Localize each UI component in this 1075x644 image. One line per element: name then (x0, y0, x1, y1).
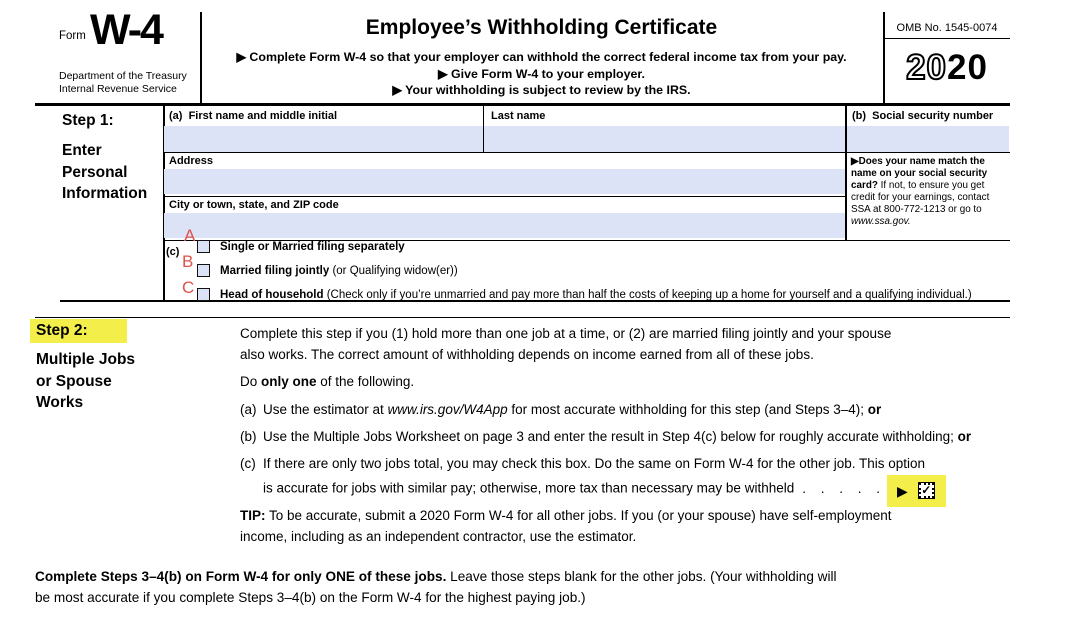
header-bullets (205, 49, 878, 99)
footer-bold: Complete Steps 3–4(b) on Form W-4 for only ONE of these jobs. (35, 569, 447, 584)
ssa-note-regular: If not, to ensure you get credit for your earnings, contact SSA at 800-772-1213 or go to (851, 179, 990, 215)
two-jobs-checkbox[interactable] (919, 483, 934, 498)
option-hoh-bold: Head of household (220, 289, 324, 301)
step2-checkbox-highlight (887, 475, 946, 507)
tip-label: TIP: (240, 508, 266, 523)
address-label: Address (169, 155, 214, 167)
checkbox-single[interactable] (197, 240, 210, 253)
step2-option-a (240, 400, 1012, 419)
omb-number: OMB No. 1545-0074 (896, 22, 998, 34)
footer-line2: be most accurate if you complete Steps 3–4(b) on the Form W-4 for the highest paying job.) (35, 589, 586, 605)
ssa-note-link: www.ssa.gov. (851, 215, 911, 227)
arrow-icon: ▶ (438, 66, 448, 81)
first-name-label (169, 110, 337, 122)
option-c-line2 (263, 473, 1012, 505)
form-word: Form (59, 30, 86, 42)
option-hoh-rest: (Check only if you’re unmarried and pay more than half the costs of keeping up a home for yourself and a qualifying individual.) (323, 289, 972, 301)
checkmark-icon: ✓ (921, 483, 932, 497)
annotation-letter-a: A (184, 226, 196, 245)
option-a-pre: Use the estimator at (263, 402, 388, 417)
bullet3-text: Your withholding is subject to review by the IRS. (405, 83, 691, 97)
ssa-note-bold: Does your name match the name on your social security card? (851, 156, 988, 191)
ssn-label-text: Social security number (872, 110, 994, 122)
filing-status-marker: (c) (166, 246, 180, 258)
option-c-line1: If there are only two jobs total, you may check this box. Do the same on Form W-4 for the other job. This option (263, 456, 926, 471)
ssa-note (851, 156, 1008, 227)
department-line1: Department of the Treasury (59, 70, 187, 82)
bullet1-text: Complete Form W-4 so that your employer can withhold the correct federal income tax from your pay. (249, 50, 847, 64)
row1-bottom-border (163, 152, 1010, 153)
option-c-marker: (c) (240, 456, 256, 471)
option-a-marker: (a) (240, 402, 257, 417)
step2-sub3: Works (36, 394, 84, 411)
address-bottom-border (163, 196, 845, 197)
arrow-icon: ▶ (236, 50, 246, 64)
department-lines (59, 70, 187, 96)
tip-line1 (240, 506, 1015, 527)
option-b-marker: (b) (240, 429, 257, 444)
do-pre: Do (240, 374, 262, 389)
omb-underline (883, 38, 1010, 39)
annotation-letter-b: B (182, 252, 194, 271)
header-bullet-3 (205, 82, 878, 99)
first-name-label-text: First name and middle initial (188, 110, 338, 122)
option-c-line2-text: is accurate for jobs with similar pay; otherwise, more tax than necessary may be withheld (263, 480, 795, 496)
header-bullet-2 (205, 66, 878, 83)
step2-intro (240, 324, 1015, 365)
option-married-label (220, 265, 458, 277)
year-outline: 20 (906, 48, 947, 87)
step2-sub2: or Spouse (36, 372, 112, 390)
step1-sub2: Personal (62, 163, 128, 181)
step2-sublabel (36, 349, 135, 414)
last-name-input[interactable] (484, 126, 845, 152)
header-bottom-rule (35, 103, 1010, 106)
step2-sub1: Multiple Jobs (36, 351, 136, 368)
city-label: City or town, state, and ZIP code (169, 199, 339, 211)
department-line2: Internal Revenue Service (59, 83, 177, 95)
first-name-marker: (a) (169, 110, 183, 122)
year-bold: 20 (947, 48, 988, 87)
step2-intro-line1: Complete this step if you (1) hold more than one job at a time, or (2) are married filing jointly and your spouse (240, 326, 892, 341)
checkbox-head-of-household[interactable] (197, 288, 210, 301)
option-married-bold: Married filing jointly (220, 265, 330, 277)
option-married-rest: (or Qualifying widow(er)) (329, 265, 458, 277)
checkbox-married-jointly[interactable] (197, 264, 210, 277)
step2-intro-line2: also works. The correct amount of withholding depends on income earned from all of these jobs. (240, 346, 814, 362)
do-bold: only one (261, 374, 317, 389)
form-year (884, 48, 1010, 88)
option-single-label (220, 241, 405, 253)
dot-leader: . . . . . (802, 480, 881, 496)
step1-sublabel (62, 140, 147, 205)
option-b-or: or (957, 429, 972, 444)
option-b-text: Use the Multiple Jobs Worksheet on page 3 and enter the result in Step 4(c) below for roughly accurate withholding; (263, 429, 958, 444)
step1-label: Step 1: (62, 112, 114, 129)
footer-note (35, 567, 1015, 608)
footer-line1 (35, 567, 1015, 588)
ssn-input[interactable] (847, 126, 1009, 152)
arrow-icon: ▶ (392, 83, 402, 97)
arrow-icon: ▶ (851, 156, 859, 167)
step2-tip (240, 506, 1015, 547)
bullet2-text: Give Form W-4 to your employer. (451, 66, 645, 81)
tip-line2: income, including as an independent contractor, use the estimator. (240, 528, 637, 544)
annotation-letter-c: C (182, 278, 195, 297)
step2-option-b (240, 427, 1012, 446)
first-name-input[interactable] (164, 126, 483, 152)
ssn-marker: (b) (852, 110, 867, 122)
option-single-bold: Single or Married filing separately (220, 241, 405, 253)
step1-sub3: Information (62, 185, 148, 202)
step2-label: Step 2: (36, 322, 88, 339)
tip-line1-text: To be accurate, submit a 2020 Form W-4 for all other jobs. If you (or your spouse) have self-employment (265, 508, 892, 523)
step2-option-c (240, 454, 1012, 505)
last-name-label: Last name (491, 110, 546, 122)
step2-top-rule (35, 317, 1010, 318)
city-input[interactable] (164, 213, 845, 238)
arrow-icon: ▶ (897, 482, 908, 499)
option-a-post: for most accurate withholding for this step (and Steps 3–4); (507, 402, 868, 417)
option-hoh-label (220, 289, 972, 301)
step2-do-line (240, 372, 414, 393)
form-number: W-4 (90, 6, 162, 54)
option-a-or: or (867, 402, 882, 417)
do-post: of the following. (316, 374, 415, 389)
step1-sub1: Enter (62, 142, 102, 159)
ssn-label (852, 110, 993, 122)
option-a-link: www.irs.gov/W4App (387, 402, 508, 417)
form-title: Employee’s Withholding Certificate (365, 16, 718, 39)
footer-regular: Leave those steps blank for the other jobs. (Your withholding will (446, 569, 837, 584)
header-bullet-1 (205, 49, 878, 66)
address-input[interactable] (164, 169, 845, 194)
